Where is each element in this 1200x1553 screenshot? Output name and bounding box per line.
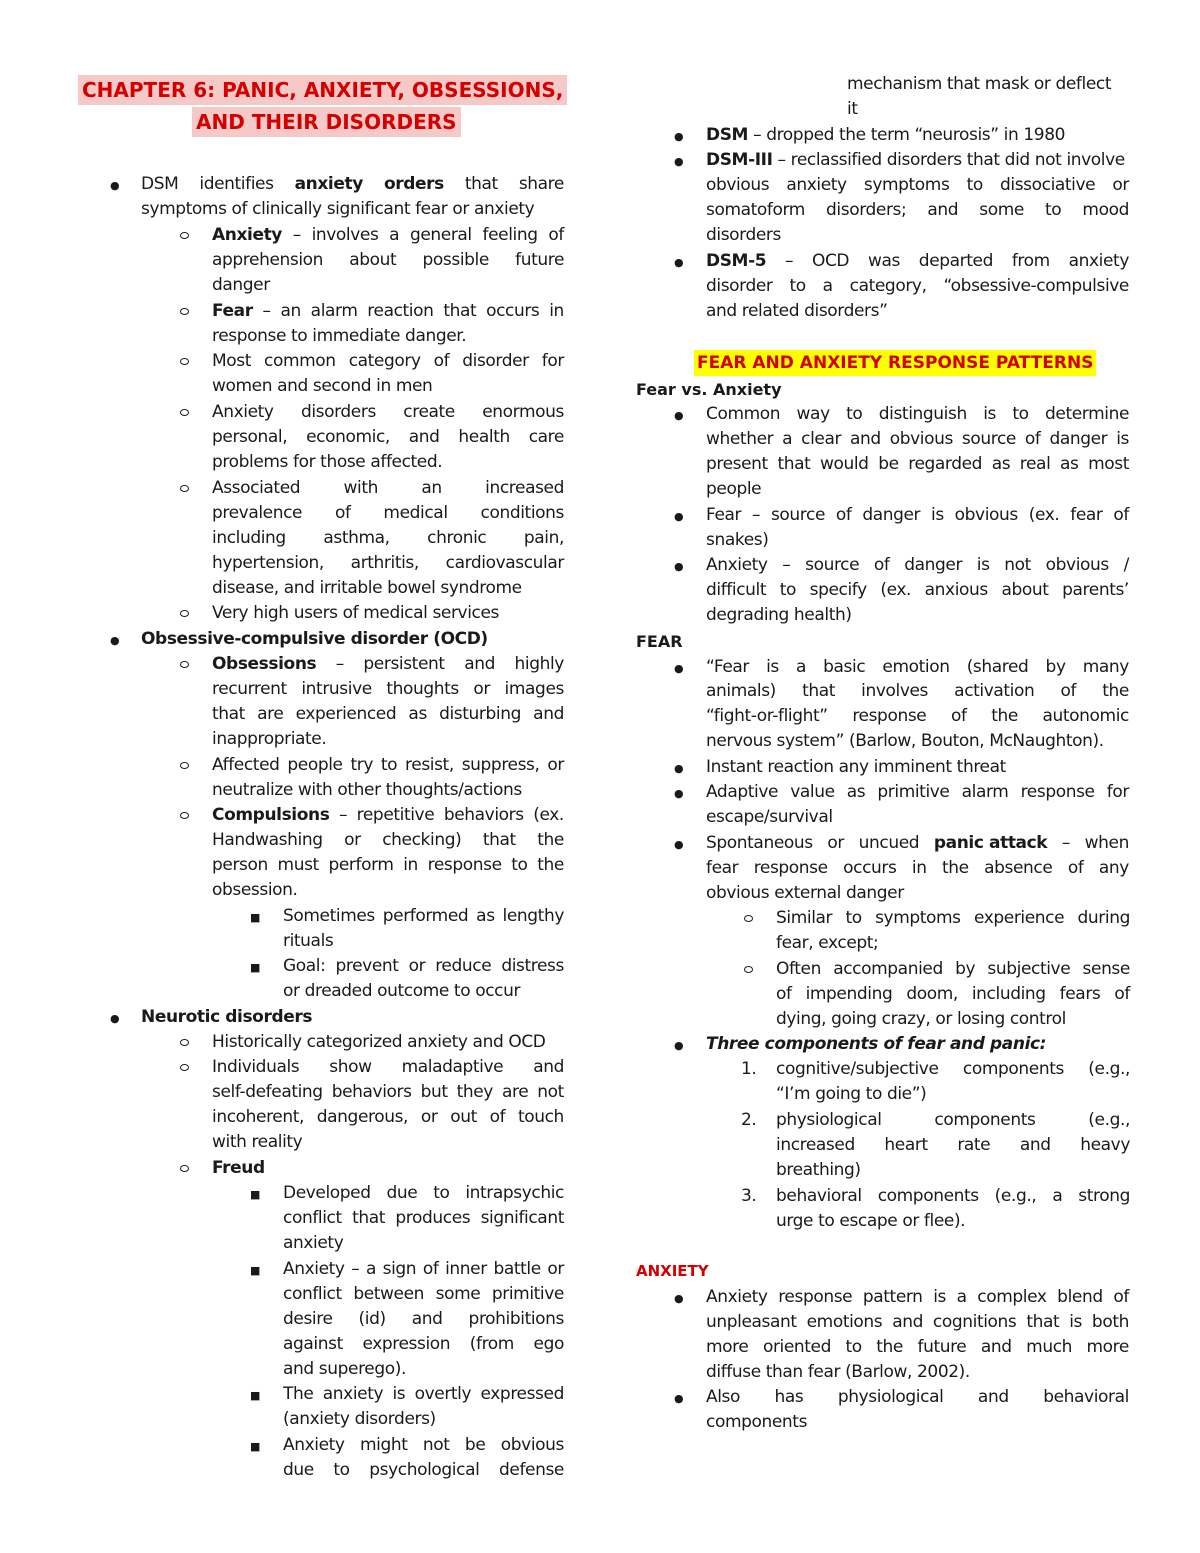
individuals-line-2: self-defeating behaviors but they are not [212,1082,564,1102]
panic-attack-line-2: fear response occurs in the absence of any [706,858,1129,878]
common-way-line-3: present that would be regarded as real as most [706,454,1129,474]
circle-bullet-icon [180,1156,189,1181]
common-way-line-4: people [706,479,762,499]
list-number: 3. [741,1186,757,1206]
circle-bullet-icon [180,349,189,374]
obsessions-line-2: recurrent intrusive thoughts or images [212,679,564,699]
also-has-line-1: Also has physiological and behavioral [706,1387,1129,1407]
ocd-heading: Obsessive-compulsive disorder (OCD) [141,629,488,649]
affected-line-2: neutralize with other thoughts/actions [212,780,522,800]
bullet-icon [674,1385,684,1411]
anxiety-not-obvious-line-2: difficult to specify (ex. anxious about parents’ [706,580,1129,600]
sign-line-4: against expression (from ego [283,1334,564,1354]
dsm5-line-1: DSM-5 – OCD was departed from anxiety [706,251,1129,271]
list-number: 2. [741,1110,757,1130]
anxiety-not-obvious-line-3: degrading health) [706,605,852,625]
circle-bullet-icon [180,753,189,778]
similar-line-2: fear, except; [776,933,879,953]
obsessions-line-1: Obsessions – persistent and highly [212,654,564,674]
often-line-1: Often accompanied by subjective sense [776,959,1130,979]
dsm-identifies-line-2: symptoms of clinically significant fear or anxiety [141,199,535,219]
individuals-line-3: incoherent, dangerous, or out of touch [212,1107,564,1127]
dsm5-line-3: and related disorders” [706,301,888,321]
sign-line-5: and superego). [283,1359,406,1379]
medical-services-line: Very high users of medical services [212,603,499,623]
instant-reaction-line: Instant reaction any imminent threat [706,757,1006,777]
dsm3-line-2: obvious anxiety symptoms to dissociative or [706,175,1129,195]
often-line-2: of impending doom, including fears of [776,984,1130,1004]
physiological-line-2: increased heart rate and heavy [776,1135,1130,1155]
chapter-title-line-2: AND THEIR DISORDERS [192,107,461,137]
bullet-icon [674,249,684,275]
bullet-icon [674,123,684,149]
response-pattern-line-1: Anxiety response pattern is a complex blend of [706,1287,1129,1307]
circle-bullet-icon [180,476,189,501]
overt-line-1: The anxiety is overtly expressed [283,1384,564,1404]
square-bullet-icon [250,1181,260,1207]
basic-emotion-line-4: nervous system” (Barlow, Bouton, McNaughton). [706,731,1104,751]
square-bullet-icon [250,1257,260,1283]
associated-line-1: Associated with an increased [212,478,564,498]
circle-bullet-icon [180,803,189,828]
bullet-icon [674,1032,684,1058]
circle-bullet-icon [744,957,753,982]
cognitive-line-1: cognitive/subjective components (e.g., [776,1059,1130,1079]
fear-anxiety-patterns-heading: FEAR AND ANXIETY RESPONSE PATTERNS [694,350,1096,376]
bullet-icon [110,172,120,198]
developed-line-1: Developed due to intrapsychic [283,1183,564,1203]
individuals-line-1: Individuals show maladaptive and [212,1057,564,1077]
dsm5-line-2: disorder to a category, “obsessive-compulsive [706,276,1129,296]
goal-line-1: Goal: prevent or reduce distress [283,956,564,976]
circle-bullet-icon [180,1055,189,1080]
mechanism-line-2: it [847,99,858,119]
adaptive-line-1: Adaptive value as primitive alarm response for [706,782,1129,802]
affected-line-1: Affected people try to resist, suppress, or [212,755,564,775]
sign-line-1: Anxiety – a sign of inner battle or [283,1259,564,1279]
compulsions-line-2: Handwashing or checking) that the [212,830,564,850]
square-bullet-icon [250,1433,260,1459]
circle-bullet-icon [180,652,189,677]
associated-line-3: including asthma, chronic pain, [212,528,564,548]
not-obvious-line-1: Anxiety might not be obvious [283,1435,564,1455]
bullet-icon [674,402,684,428]
dsm3-line-4: disorders [706,225,781,245]
circle-bullet-icon [180,601,189,626]
fear-heading: FEAR [636,632,683,651]
bullet-icon [674,553,684,579]
adaptive-line-2: escape/survival [706,807,833,827]
bullet-icon [674,755,684,781]
obsessions-line-4: inappropriate. [212,729,327,749]
most-common-line-2: women and second in men [212,376,433,396]
individuals-line-4: with reality [212,1132,303,1152]
freud-heading: Freud [212,1158,265,1178]
enormous-line-2: personal, economic, and health care [212,427,564,447]
anxiety-section-heading: ANXIETY [636,1262,709,1280]
anxiety-definition-line-1: Anxiety – involves a general feeling of [212,225,564,245]
dsm-identifies-line-1: DSM identifies anxiety orders that share [141,174,564,194]
basic-emotion-line-2: animals) that involves activation of the [706,681,1129,701]
common-way-line-2: whether a clear and obvious source of danger is [706,429,1129,449]
basic-emotion-line-1: “Fear is a basic emotion (shared by many [706,657,1129,677]
panic-attack-line-3: obvious external danger [706,883,904,903]
neurotic-heading: Neurotic disorders [141,1007,313,1027]
bullet-icon [674,503,684,529]
physiological-line-3: breathing) [776,1160,861,1180]
developed-line-3: anxiety [283,1233,344,1253]
response-pattern-line-2: unpleasant emotions and cognitions that is both [706,1312,1129,1332]
also-has-line-2: components [706,1412,808,1432]
compulsions-line-3: person must perform in response to the [212,855,564,875]
list-number: 1. [741,1059,757,1079]
overt-line-2: (anxiety disorders) [283,1409,436,1429]
behavioral-line-2: urge to escape or flee). [776,1211,966,1231]
compulsions-line-1: Compulsions – repetitive behaviors (ex. [212,805,564,825]
sign-line-2: conflict between some primitive [283,1284,564,1304]
dsm3-line-1: DSM-III – reclassified disorders that did not involve [706,150,1125,170]
historically-line: Historically categorized anxiety and OCD [212,1032,546,1052]
similar-line-1: Similar to symptoms experience during [776,908,1130,928]
anxiety-definition-line-2: apprehension about possible future [212,250,564,270]
fear-obvious-line-2: snakes) [706,530,769,550]
circle-bullet-icon [180,223,189,248]
associated-line-2: prevalence of medical conditions [212,503,564,523]
enormous-line-1: Anxiety disorders create enormous [212,402,564,422]
circle-bullet-icon [180,400,189,425]
associated-line-4: hypertension, arthritis, cardiovascular [212,553,564,573]
common-way-line-1: Common way to distinguish is to determine [706,404,1129,424]
square-bullet-icon [250,1382,260,1408]
three-components-heading: Three components of fear and panic: [706,1034,1047,1054]
cognitive-line-2: “I’m going to die”) [776,1084,927,1104]
bullet-icon [110,1005,120,1031]
developed-line-2: conflict that produces significant [283,1208,564,1228]
bullet-icon [674,780,684,806]
fear-definition-line-2: response to immediate danger. [212,326,467,346]
dsm-dropped-line: DSM – dropped the term “neurosis” in 1980 [706,125,1066,145]
anxiety-not-obvious-line-1: Anxiety – source of danger is not obvious / [706,555,1129,575]
associated-line-5: disease, and irritable bowel syndrome [212,578,522,598]
enormous-line-3: problems for those affected. [212,452,443,472]
circle-bullet-icon [180,1030,189,1055]
behavioral-line-1: behavioral components (e.g., a strong [776,1186,1130,1206]
circle-bullet-icon [180,299,189,324]
bullet-icon [674,1285,684,1311]
obsessions-line-3: that are experienced as disturbing and [212,704,564,724]
response-pattern-line-3: more oriented to the future and much more [706,1337,1129,1357]
rituals-line-1: Sometimes performed as lengthy [283,906,564,926]
goal-line-2: or dreaded outcome to occur [283,981,521,1001]
fear-vs-anxiety-heading: Fear vs. Anxiety [636,380,782,399]
anxiety-definition-line-3: danger [212,275,270,295]
panic-attack-line-1: Spontaneous or uncued panic attack – when [706,833,1129,853]
response-pattern-line-4: diffuse than fear (Barlow, 2002). [706,1362,970,1382]
square-bullet-icon [250,954,260,980]
chapter-title-line-1: CHAPTER 6: PANIC, ANXIETY, OBSESSIONS, [78,75,567,105]
square-bullet-icon [250,904,260,930]
not-obvious-line-2: due to psychological defense [283,1460,564,1480]
rituals-line-2: rituals [283,931,334,951]
often-line-3: dying, going crazy, or losing control [776,1009,1066,1029]
bullet-icon [110,627,120,653]
sign-line-3: desire (id) and prohibitions [283,1309,564,1329]
circle-bullet-icon [744,906,753,931]
bullet-icon [674,655,684,681]
most-common-line-1: Most common category of disorder for [212,351,564,371]
bullet-icon [674,148,684,174]
compulsions-line-4: obsession. [212,880,298,900]
dsm3-line-3: somatoform disorders; and some to mood [706,200,1129,220]
bullet-icon [674,831,684,857]
basic-emotion-line-3: “fight-or-flight” response of the autonomic [706,706,1129,726]
fear-definition-line-1: Fear – an alarm reaction that occurs in [212,301,564,321]
mechanism-line-1: mechanism that mask or deflect [847,74,1112,94]
fear-obvious-line-1: Fear – source of danger is obvious (ex. fear of [706,505,1129,525]
physiological-line-1: physiological components (e.g., [776,1110,1130,1130]
